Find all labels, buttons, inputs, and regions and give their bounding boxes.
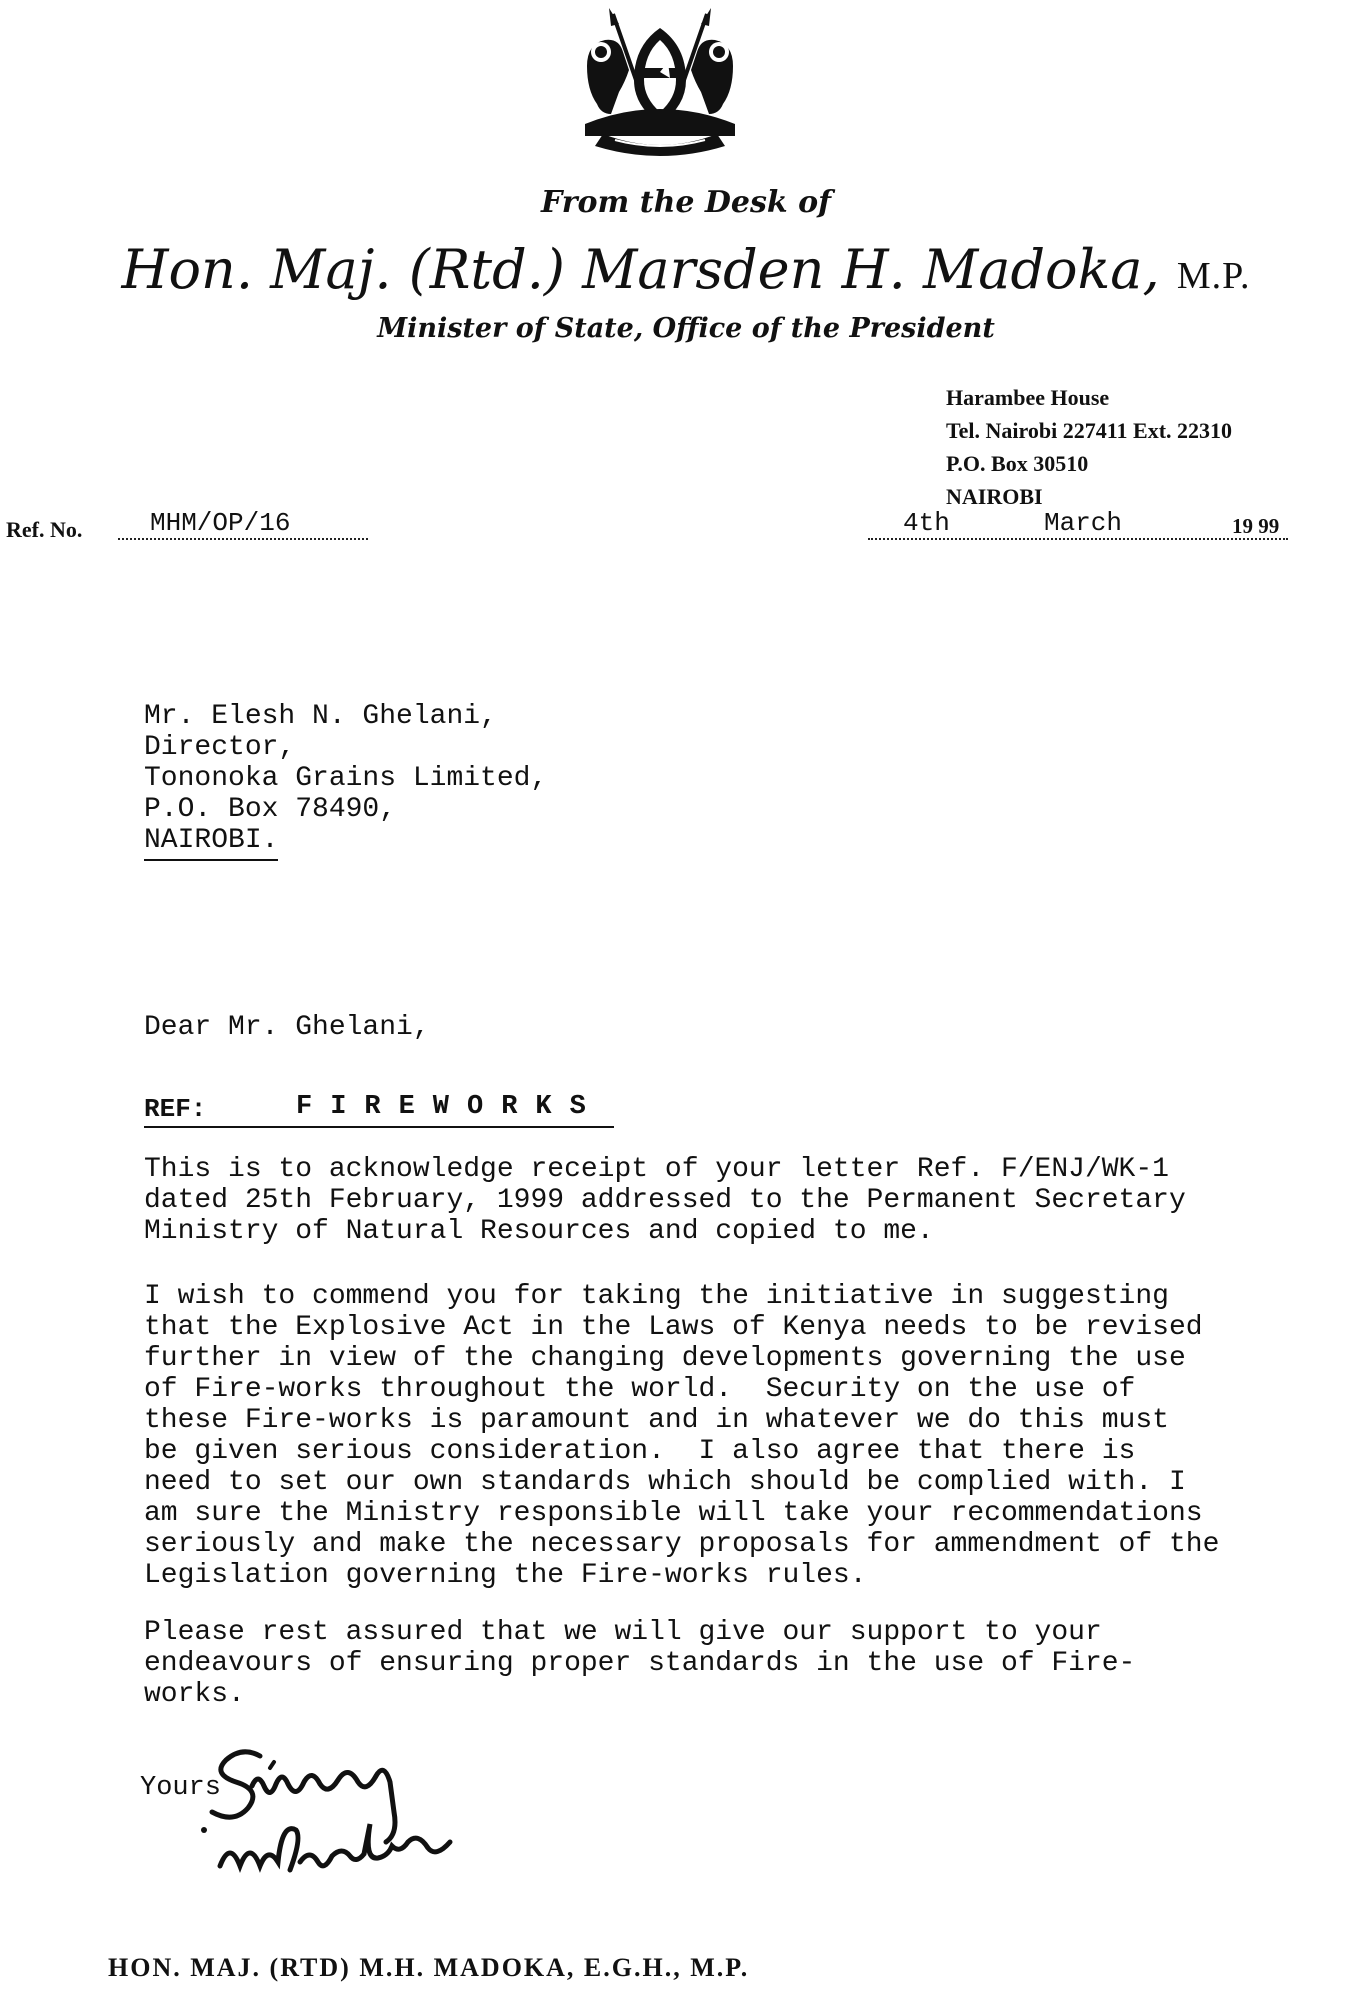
recipient-line: Tononoka Grains Limited, — [144, 763, 548, 794]
signatory-name: HON. MAJ. (RTD) M.H. MADOKA, E.G.H., M.P. — [108, 1953, 750, 1982]
body-paragraph: I wish to commend you for taking the initiative in suggesting that the Explosive Act in the Laws of Kenya needs to be revised further in view of the changing developments governing the use of Fire-works throughout the world. Security on the use of these Fire-works is paramount and in whatever we do this must be given serious consideration. I also agree that there is need to set our own standards which should be complied with. I am sure the Ministry responsible will take your recommendations seriously and make the necessary proposals for ammendment of the Legislation governing the Fire-works rules. — [144, 1281, 1220, 1591]
letterhead-title: Minister of State, Office of the President — [377, 313, 995, 344]
date-month: March — [1044, 508, 1123, 538]
reference-label: Ref. No. — [6, 517, 83, 542]
salutation: Dear Mr. Ghelani, — [144, 1012, 430, 1043]
letterhead-from-desk: From the Desk of — [540, 185, 832, 220]
kenya-coat-of-arms-icon — [575, 6, 745, 156]
date-year: 19 99 — [1232, 514, 1280, 538]
closing-typed: Yours — [140, 1773, 222, 1803]
recipient-line: Director, — [144, 732, 296, 763]
office-address-line: P.O. Box 30510 — [946, 451, 1089, 476]
handwritten-signature — [200, 1738, 600, 1898]
date-field — [868, 510, 1288, 540]
recipient-city: NAIROBI. — [144, 825, 278, 861]
office-address-line: Tel. Nairobi 227411 Ext. 22310 — [946, 418, 1233, 443]
reference-field — [118, 510, 368, 540]
subject-title: FIREWORKS — [296, 1092, 604, 1122]
letterhead-name-suffix: M.P. — [1176, 255, 1251, 297]
subject-underline — [144, 1126, 614, 1128]
date-day: 4th — [903, 508, 950, 538]
reference-value: MHM/OP/16 — [150, 508, 291, 538]
office-address-line: Harambee House — [946, 385, 1110, 410]
recipient-line: P.O. Box 78490, — [144, 794, 397, 825]
recipient-line: Mr. Elesh N. Ghelani, — [144, 701, 497, 732]
letterhead-name — [0, 238, 1372, 301]
subject-label: REF: — [144, 1094, 207, 1124]
body-paragraph: Please rest assured that we will give our support to your endeavours of ensuring proper standards in the use of Fire- works. — [144, 1617, 1136, 1710]
body-paragraph: This is to acknowledge receipt of your letter Ref. F/ENJ/WK-1 dated 25th February, 1999 addressed to the Permanent Secretary Ministry of Natural Resources and copied to me. — [144, 1154, 1186, 1247]
letterhead-name-text: Hon. Maj. (Rtd.) Marsden H. Madoka, — [121, 238, 1160, 301]
office-address-line: NAIROBI — [946, 484, 1043, 509]
